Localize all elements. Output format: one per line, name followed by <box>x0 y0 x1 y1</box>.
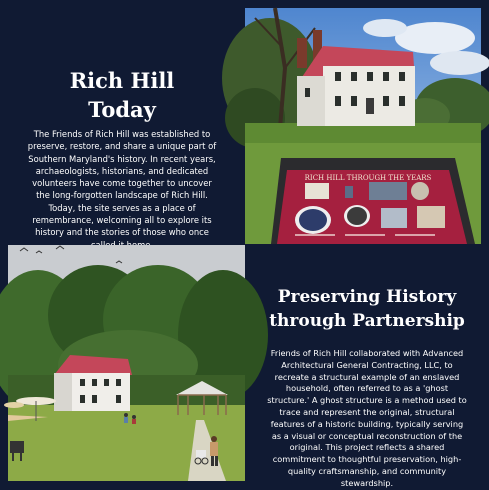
preserving-history-heading <box>249 285 485 333</box>
sign-header-text: RICH HILL THROUGH THE YEARS <box>304 174 432 182</box>
rich-hill-today-panel <box>10 10 234 238</box>
ghost-structure-photo <box>8 245 245 481</box>
preserving-history-panel <box>255 255 479 488</box>
heading-line-1: Rich Hill <box>69 68 175 93</box>
heading-line-1: Preserving History <box>277 287 457 307</box>
heading-line-2: through Partnership <box>269 311 465 331</box>
rich-hill-today-text: The Friends of Rich Hill was established to preserve, restore, and share a unique part of Southern Maryland's history. In recent years, archaeologists, historians, and dedicated volunteers have come together to uncover the long-forgotten landscape of Rich Hill. Today, the site serves as a place of remembrance, welcoming all to explore its history and the stories of those who once <box>27 129 217 238</box>
house-and-sign-photo <box>245 8 481 244</box>
rich-hill-today-heading <box>10 66 234 124</box>
preserving-history-text: Friends of Rich Hill collaborated with Advanced Architectural General Contracting, LLC, to recreate a structural example of an enslaved household, often referred to as a 'ghost structure.' A ghost structure is a method used to trace and represent the original, structural features of a historic building, typically serving as a visual or conceptual reconstruction of the original. This project reflects a shared commitment to thoughtful preservation, high-quality craftsmanship, and community stewardship. <box>267 348 467 488</box>
heading-line-2: Today <box>88 97 156 122</box>
